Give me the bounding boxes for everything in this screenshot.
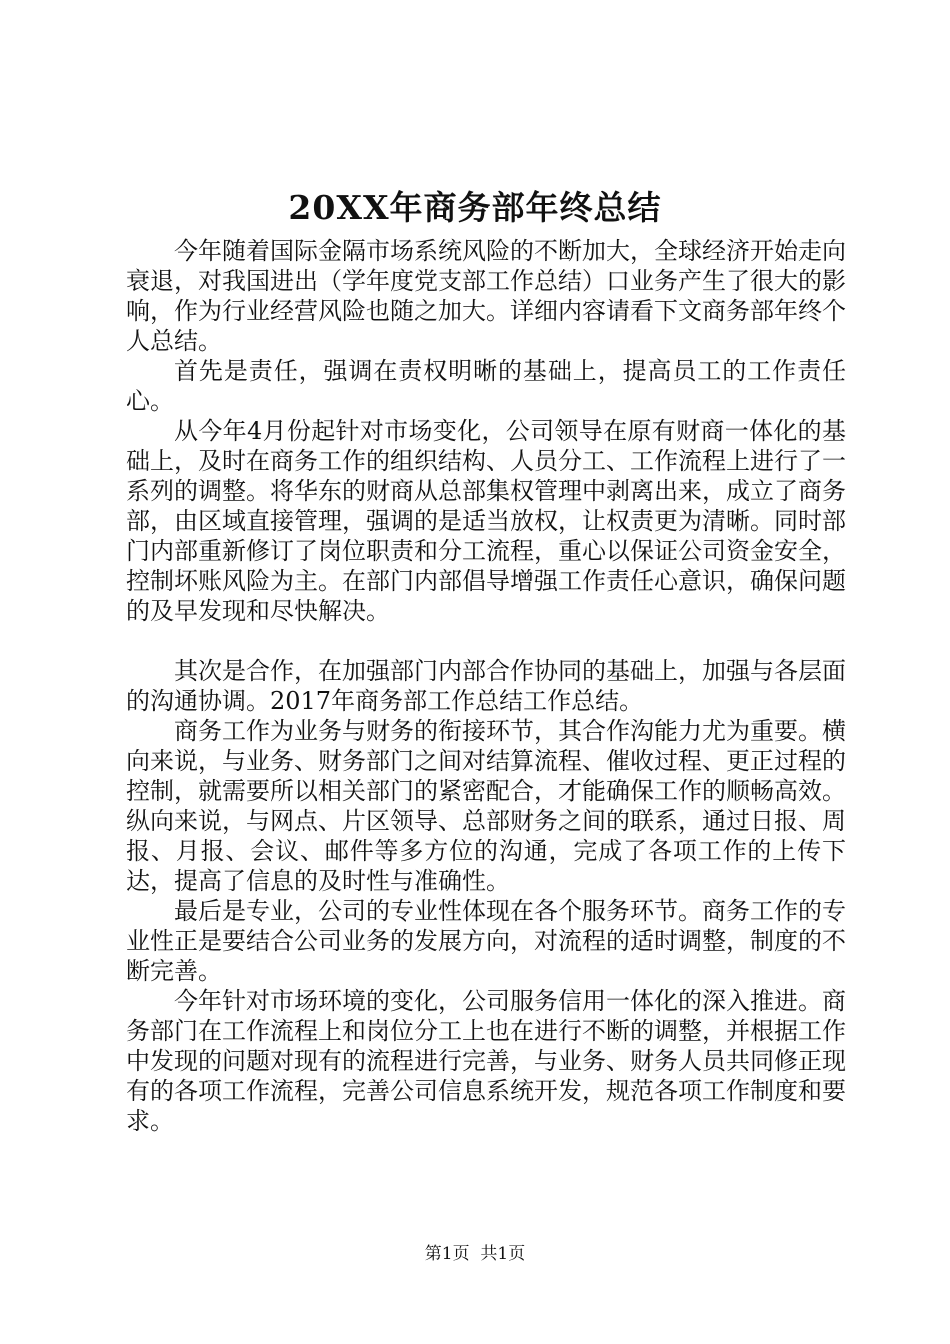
paragraph-intro: 今年随着国际金隔市场系统风险的不断加大，全球经济开始走向衰退，对我国进出（学年度党支部工作总结）口业务产生了很大的影响，作为行业经营风险也随之加大。详细内容请看下文商务部年终个人总结。 (126, 237, 846, 355)
paragraph-responsibility: 首先是责任，强调在责权明晰的基础上，提高员工的工作责任心。 (126, 357, 846, 415)
paragraph-professionalism: 最后是专业，公司的专业性体现在各个服务环节。商务工作的专业性正是要结合公司业务的发展方向，对流程的适时调整，制度的不断完善。 (126, 897, 846, 985)
paragraph-restructure: 从今年4月份起针对市场变化，公司领导在原有财商一体化的基础上，及时在商务工作的组织结构、人员分工、工作流程上进行了一系列的调整。将华东的财商从总部集权管理中剥离出来，成立了商务部，由区域直接管理，强调的是适当放权，让权责更为清晰。同时部门内部重新修订了岗位职责和分工流程，重心以保证公司资金安全，控制坏账风险为主。在部门内部倡导增强工作责任心意识，确保问题的及早发现和尽快解决。 (126, 417, 846, 625)
document-body (126, 236, 846, 1136)
paragraph-process-improvement: 今年针对市场环境的变化，公司服务信用一体化的深入推进。商务部门在工作流程上和岗位分工上也在进行不断的调整，并根据工作中发现的问题对现有的流程进行完善，与业务、财务人员共同修正现有的各项工作流程，完善公司信息系统开发，规范各项工作制度和要求。 (126, 987, 846, 1135)
document-title: 20XX年商务部年终总结 (288, 188, 662, 227)
paragraph-coordination: 商务工作为业务与财务的衔接环节，其合作沟能力尤为重要。横向来说，与业务、财务部门之间对结算流程、催收过程、更正过程的控制，就需要所以相关部门的紧密配合，才能确保工作的顺畅高效。纵向来说，与网点、片区领导、总部财务之间的联系，通过日报、周报、月报、会议、邮件等多方位的沟通，完成了各项工作的上传下达，提高了信息的及时性与准确性。 (126, 717, 846, 895)
paragraph-cooperation: 其次是合作，在加强部门内部合作协同的基础上，加强与各层面的沟通协调。2017年商务部工作总结工作总结。 (126, 657, 846, 715)
page-footer: 第1页 共1页 (424, 1244, 526, 1264)
